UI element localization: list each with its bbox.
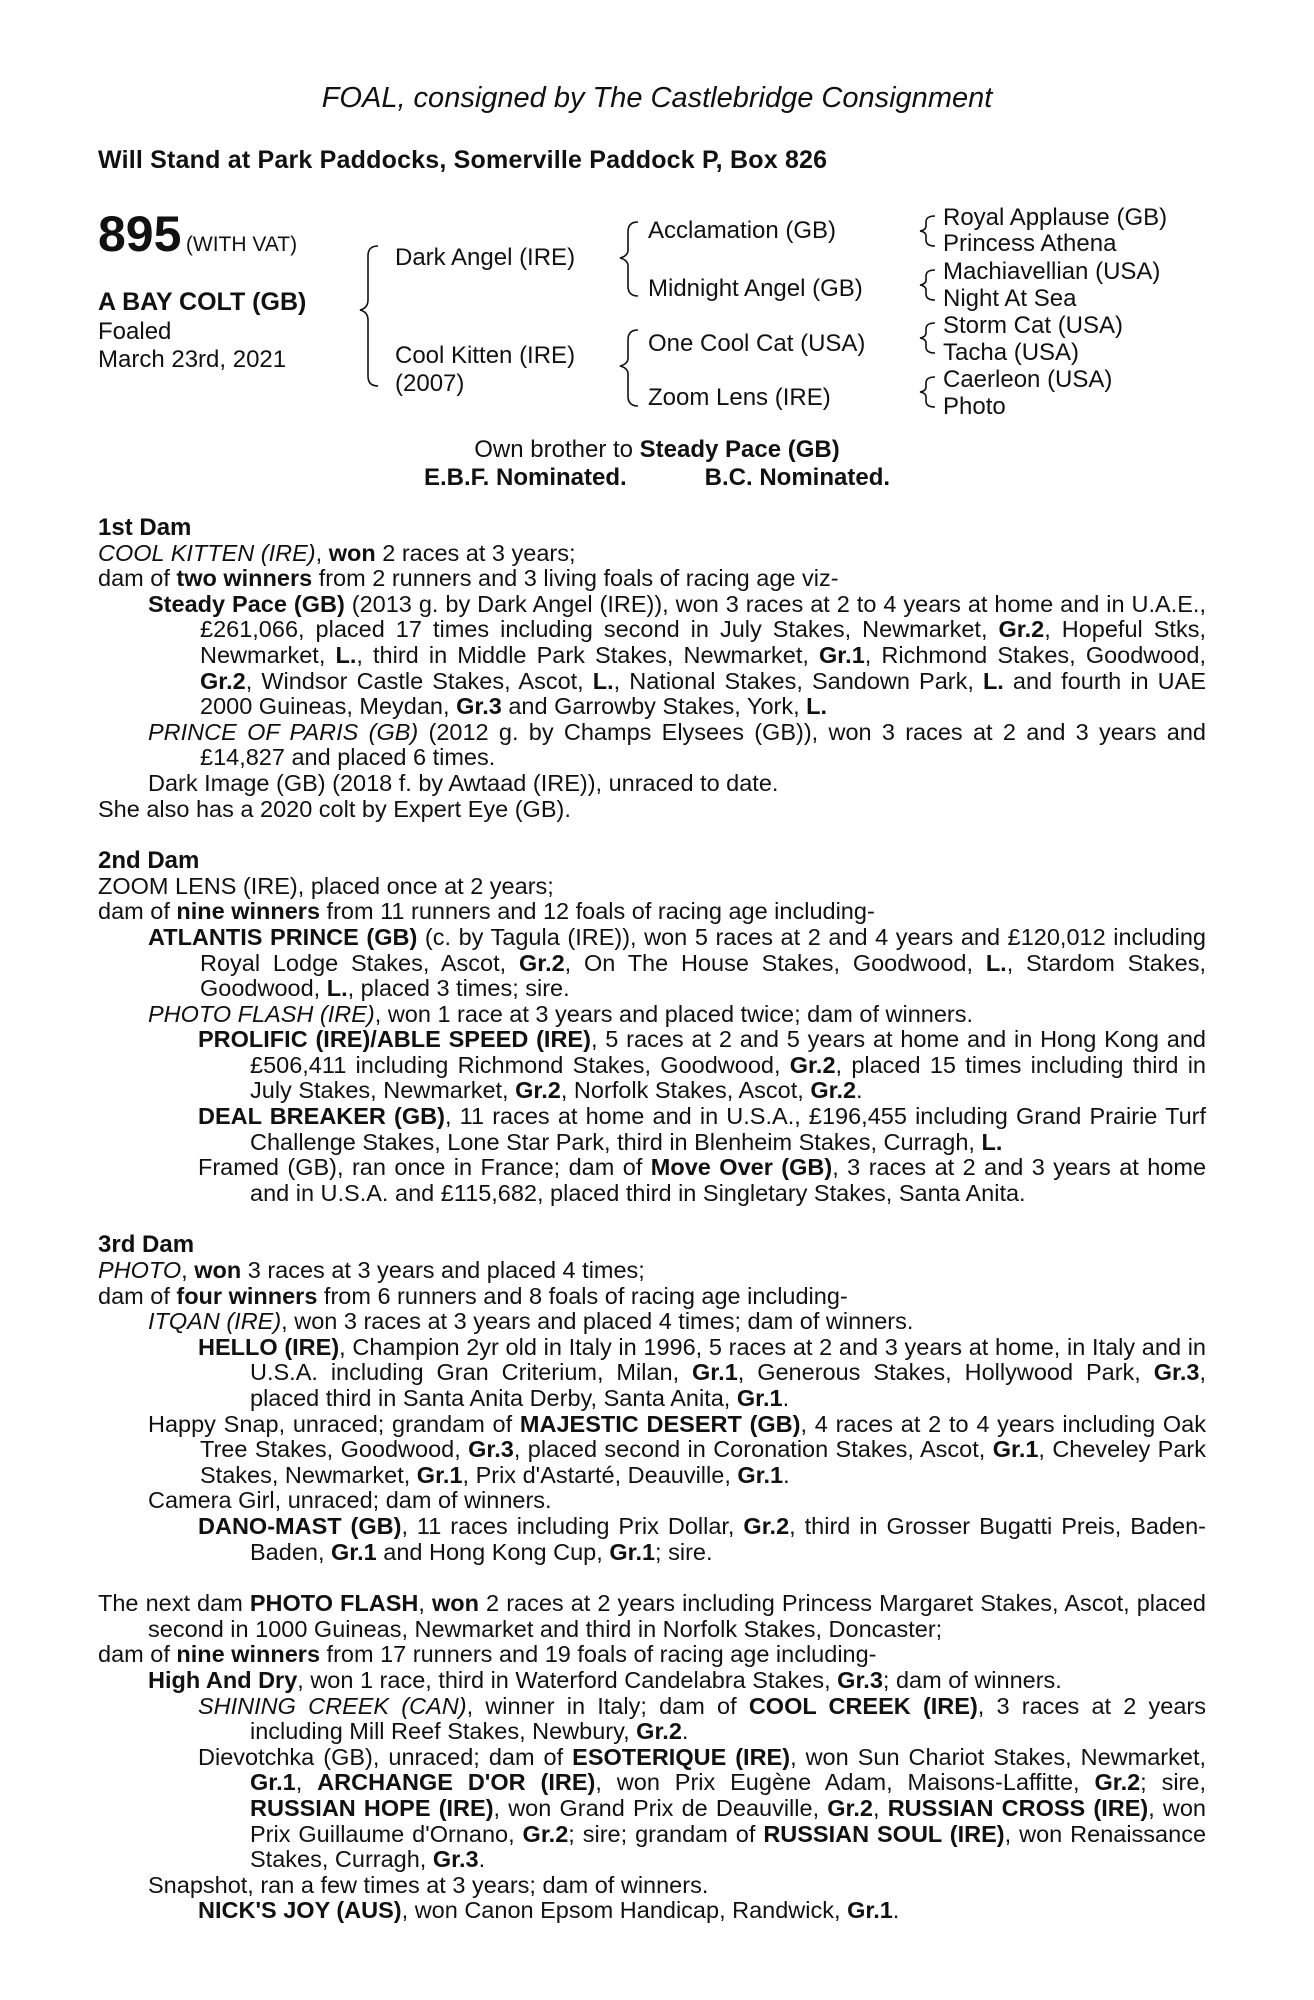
produce-camera-girl: Camera Girl, unraced; dam of winners. [148, 1487, 552, 1514]
first-dam-heading: 1st Dam [98, 514, 192, 541]
horse-name: A BAY COLT (GB) [98, 288, 307, 316]
next-dam-photo-flash: The next dam PHOTO FLASH, won 2 races at 2 years including Princess Margaret Stakes, Ascot, placed second in 1000 Guineas, Newmarket and third in Norfolk Stakes, Doncaster; [98, 1590, 1206, 1642]
produce-snapshot: Snapshot, ran a few times at 3 years; dam of winners. [148, 1871, 709, 1898]
foaled-label: Foaled [98, 318, 172, 345]
first-dam-line: COOL KITTEN (IRE), won 2 races at 3 years; [98, 539, 576, 566]
produce-photo-flash-ire: PHOTO FLASH (IRE), won 1 race at 3 years and placed twice; dam of winners. [148, 1000, 974, 1027]
lot-vat: (WITH VAT) [185, 233, 298, 256]
ped-dss: Storm Cat (USA) [943, 312, 1124, 339]
nomination-notes [0, 436, 1314, 492]
produce-2020-colt: She also has a 2020 colt by Expert Eye (GB). [98, 795, 571, 822]
ped-dds: Caerleon (USA) [943, 366, 1113, 393]
produce-prolific: PROLIFIC (IRE)/ABLE SPEED (IRE), 5 races at 2 and 5 years at home and in Hong Kong and £506,411 including Richmond Stakes, Goodwood, Gr.2, placed 15 times including third in July Stakes, Newmarket, Gr.2, Norfolk Stakes, Ascot, Gr.2. [198, 1026, 1206, 1104]
produce-dano-mast: DANO-MAST (GB), 11 races including Prix Dollar, Gr.2, third in Grosser Bugatti Preis, Baden-Baden, Gr.1 and Hong Kong Cup, Gr.1; sire. [198, 1512, 1206, 1565]
own-brother-line [0, 436, 1314, 464]
produce-deal-breaker: DEAL BREAKER (GB), 11 races at home and in U.S.A., £196,455 including Grand Prairie Turf Challenge Stakes, Lone Star Park, third in Blenheim Stakes, Curragh, L. [198, 1103, 1206, 1155]
produce-dark-image: Dark Image (GB) (2018 f. by Awtaad (IRE)), unraced to date. [148, 769, 779, 796]
third-dam-produce: dam of four winners from 6 runners and 8 foals of racing age including- [98, 1282, 848, 1309]
pedigree-body [98, 515, 1206, 1924]
nominations-line [0, 464, 1314, 492]
ped-dam-sire: One Cool Cat (USA) [648, 330, 866, 357]
lot-number: 895 [98, 206, 182, 262]
ebf-nominated: E.B.F. Nominated. [423, 464, 627, 491]
second-dam-line: ZOOM LENS (IRE), placed once at 2 years; [98, 872, 554, 899]
first-dam-produce: dam of two winners from 2 runners and 3 living foals of racing age viz- [98, 565, 839, 592]
ped-sdd: Night At Sea [943, 285, 1077, 312]
produce-high-and-dry: High And Dry, won 1 race, third in Waterford Candelabra Stakes, Gr.3; dam of winners. [148, 1666, 1062, 1693]
ped-dam-year: (2007) [395, 370, 465, 397]
second-dam-heading: 2nd Dam [98, 847, 200, 875]
produce-nicks-joy: NICK'S JOY (AUS), won Canon Epsom Handicap, Randwick, Gr.1. [198, 1897, 900, 1924]
own-brother-prefix: Own brother to [474, 436, 633, 463]
second-dam-produce: dam of nine winners from 11 runners and 12 foals of racing age including- [98, 898, 875, 925]
produce-shining-creek: SHINING CREEK (CAN), winner in Italy; dam of COOL CREEK (IRE), 3 races at 2 years including Mill Reef Stakes, Newbury, Gr.2. [198, 1692, 1207, 1745]
foaled-date: March 23rd, 2021 [98, 346, 287, 373]
ped-sire-sire: Acclamation (GB) [648, 217, 837, 244]
produce-itqan: ITQAN (IRE), won 3 races at 3 years and placed 4 times; dam of winners. [148, 1308, 914, 1335]
ped-ddd: Photo [943, 393, 1006, 420]
third-dam-heading: 3rd Dam [98, 1231, 195, 1259]
produce-hello: HELLO (IRE), Champion 2yr old in Italy in 1996, 5 races at 2 and 3 years at home, in Italy and in U.S.A. including Gran Criterium, Milan, Gr.1, Generous Stakes, Hollywood Park, Gr.3, placed third in Santa Anita Derby, Santa Anita, Gr.1. [198, 1333, 1206, 1411]
produce-atlantis-prince: ATLANTIS PRINCE (GB) (c. by Tagula (IRE)), won 5 races at 2 and 4 years and £120,012 including Royal Lodge Stakes, Ascot, Gr.2, On The House Stakes, Goodwood, L., Stardom Stakes, Goodwood, L., placed 3 times; sire. [148, 923, 1206, 1002]
ped-sss: Royal Applause (GB) [943, 204, 1168, 231]
produce-steady-pace: Steady Pace (GB) (2013 g. by Dark Angel (IRE)), won 3 races at 2 to 4 years at home and in U.A.E., £261,066, placed 17 times including second in July Stakes, Newmarket, Gr.2, Hopeful Stks, Newmarket, L., third in Middle Park Stakes, Newmarket, Gr.1, Richmond Stakes, Goodwood, Gr.2, Windsor Castle Stakes, Ascot, L., National Stakes, Sandown Park, L. and fourth in UAE 2000 Guineas, Meydan, Gr.3 and Garrowby Stakes, York, L. [148, 590, 1207, 720]
ped-dsd: Tacha (USA) [943, 339, 1080, 366]
stand-location: Will Stand at Park Paddocks, Somerville Paddock P, Box 826 [98, 146, 828, 174]
produce-dievotchka: Dievotchka (GB), unraced; dam of ESOTERIQUE (IRE), won Sun Chariot Stakes, Newmarket, Gr.1, ARCHANGE D'OR (IRE), won Prix Eugène Adam, Maisons-Laffitte, Gr.2; sire, RUSSIAN HOPE (IRE), won Grand Prix de Deauville, Gr.2, RUSSIAN CROSS (IRE), won Prix Guillaume d'Ornano, Gr.2; sire; grandam of RUSSIAN SOUL (IRE), won Renaissance Stakes, Curragh, Gr.3. [198, 1743, 1207, 1873]
ped-dam-dam: Zoom Lens (IRE) [648, 384, 831, 411]
ped-sire: Dark Angel (IRE) [395, 244, 576, 271]
third-dam-line: PHOTO, won 3 races at 3 years and placed 4 times; [98, 1257, 645, 1284]
own-brother-name: Steady Pace (GB) [639, 436, 840, 463]
consignment-line: FOAL, consigned by The Castlebridge Consignment [321, 82, 993, 114]
ped-dam: Cool Kitten (IRE) [395, 342, 576, 369]
bc-nominated: B.C. Nominated. [704, 464, 891, 491]
ped-ssd: Princess Athena [943, 230, 1117, 257]
next-dam-produce: dam of nine winners from 17 runners and 19 foals of racing age including- [98, 1641, 877, 1668]
produce-prince-of-paris: PRINCE OF PARIS (GB) (2012 g. by Champs Elysees (GB)), won 3 races at 2 and 3 years and £14,827 and placed 6 times. [148, 718, 1206, 771]
produce-framed: Framed (GB), ran once in France; dam of Move Over (GB), 3 races at 2 and 3 years at home and in U.S.A. and £115,682, placed third in Singletary Stakes, Santa Anita. [198, 1154, 1207, 1206]
ped-sds: Machiavellian (USA) [943, 258, 1161, 285]
produce-happy-snap: Happy Snap, unraced; grandam of MAJESTIC DESERT (GB), 4 races at 2 to 4 years including Oak Tree Stakes, Goodwood, Gr.3, placed second in Coronation Stakes, Ascot, Gr.1, Cheveley Park Stakes, Newmarket, Gr.1, Prix d'Astarté, Deauville, Gr.1. [148, 1410, 1206, 1488]
ped-sire-dam: Midnight Angel (GB) [648, 275, 863, 302]
